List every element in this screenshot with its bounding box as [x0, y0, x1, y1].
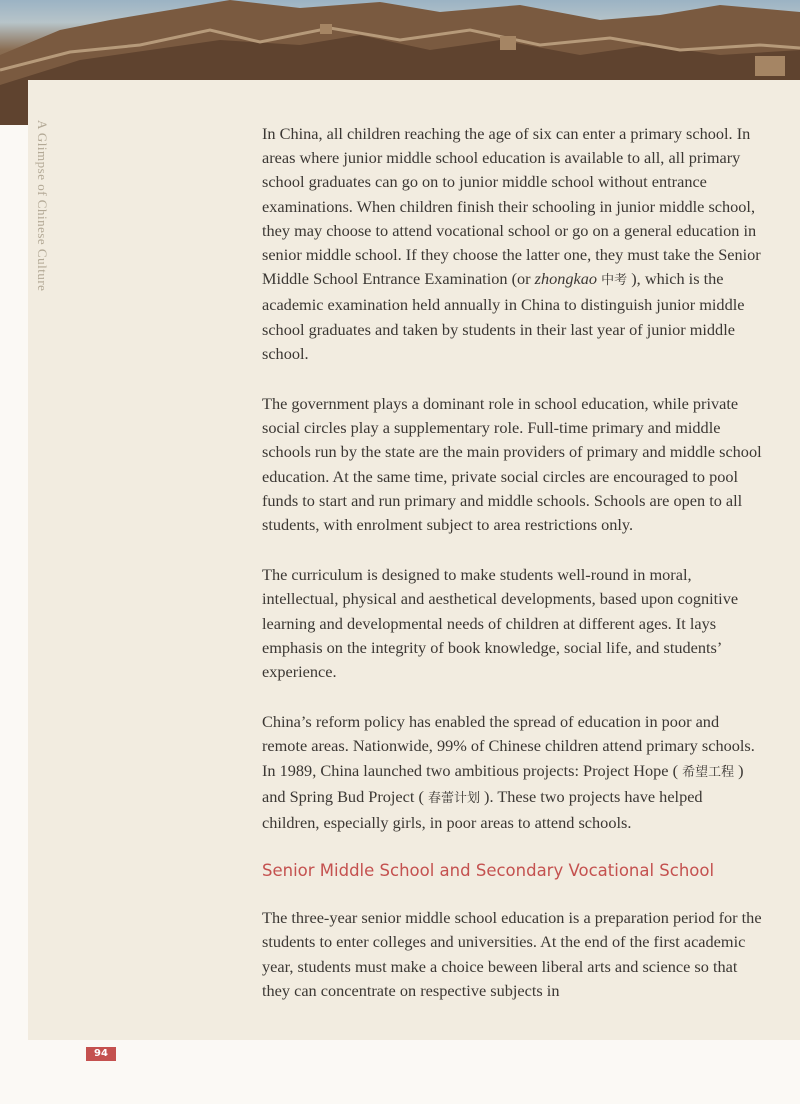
paragraph-5: The three-year senior middle school education is a preparation period for the students to enter colleges and universities. At the end of the first academic year, students must make a choice beween liberal arts and science so that they can concentrate on respective subjects in	[262, 908, 762, 1000]
project-hope-chinese: 希望工程	[682, 764, 735, 780]
section-heading: Senior Middle School and Secondary Vocational School	[262, 861, 715, 881]
paragraph-1: In China, all children reaching the age of six can enter a primary school. In areas where junior middle school education is available to all, all primary school graduates can go on to junior middle school without entrance examinations. When children finish their schooling in junior middle school, they may choose to attend vocational school or go on a general education in senior middle school. If they choose the latter one, they must take the Senior Middle School Entrance Examination (or zhongkao 中考 ), which is the academic examination held annually in China to distinguish junior middle school graduates and taken by students in their last year of junior middle school.	[262, 124, 761, 363]
paragraph-4: China’s reform policy has enabled the spread of education in poor and remote areas. Nationwide, 99% of Chinese children attend primary schools. In 1989, China launched two ambitious projects: Project Hope ( 希望工程 ) and Spring Bud Project ( 春蕾计划 ). These two projects have helped children, especially girls, in poor areas to attend schools.	[262, 712, 755, 833]
spring-bud-chinese: 春蕾计划	[427, 790, 480, 806]
zhongkao-term: zhongkao	[534, 269, 598, 289]
main-content	[262, 122, 762, 1029]
paragraph-2: The government plays a dominant role in school education, while private social circles play a supplementary role. Full-time primary and middle schools run by the state are the main providers of primary and middle school education. At the same time, private social circles are encouraged to pool funds to start and run primary and middle schools. Schools are open to all students, with enrolment subject to area restrictions only.	[262, 394, 762, 535]
page-number-badge: 94	[86, 1047, 116, 1061]
paragraph-3: The curriculum is designed to make students well-round in moral, intellectual, physical and aesthetical developments, based upon cognitive learning and developmental needs of children at different ages. It lays emphasis on the integrity of book knowledge, social life, and students’ experience.	[262, 565, 739, 682]
